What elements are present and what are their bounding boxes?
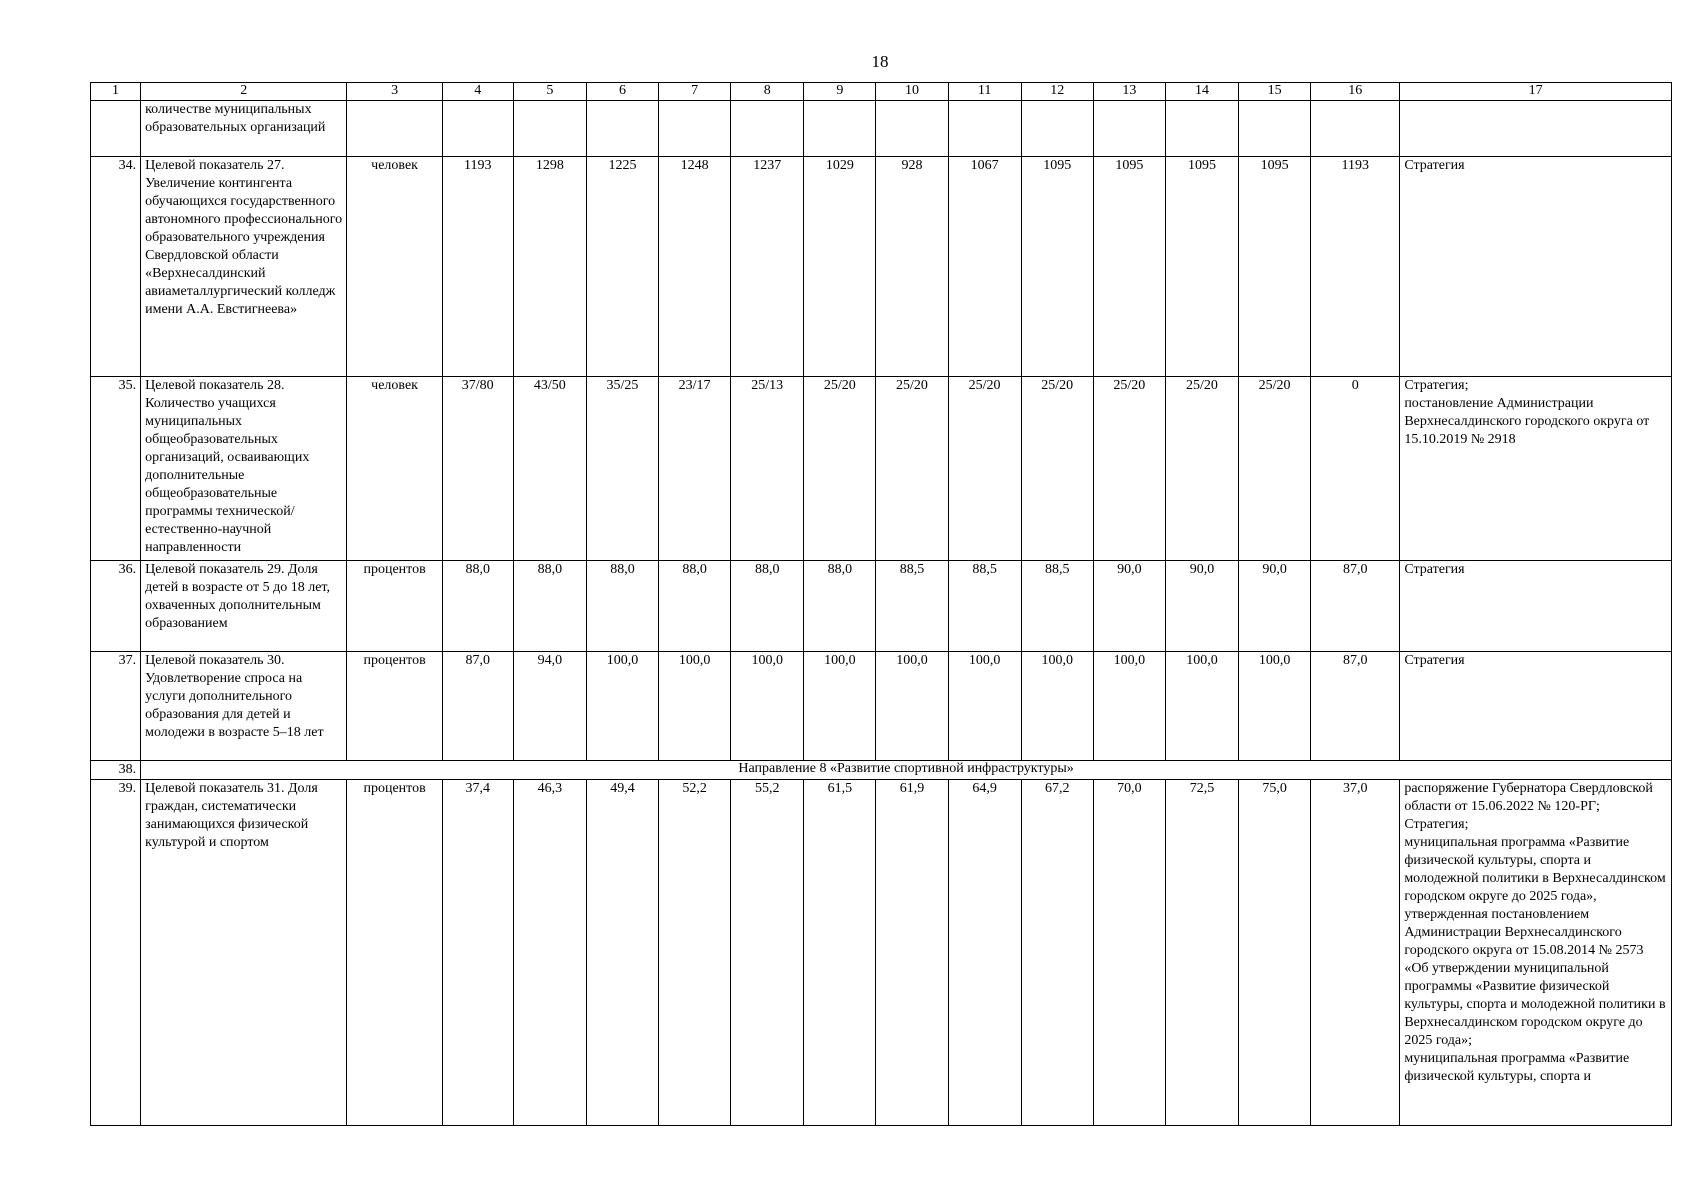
source-cell: Стратегия <box>1400 561 1672 652</box>
source-cell: Стратегия; постановление Администрации Верхнесалдинского городского округа от 15.10.2019 № 2918 <box>1400 377 1672 561</box>
value-cell: 100,0 <box>948 652 1021 761</box>
unit: человек <box>347 157 442 377</box>
table-row <box>91 377 1672 561</box>
value-cell: 37,0 <box>1311 780 1400 1126</box>
header-row <box>91 83 1672 101</box>
value-cell: 52,2 <box>659 780 731 1126</box>
column-number-6: 6 <box>586 83 658 101</box>
column-number-1: 1 <box>91 83 141 101</box>
value-cell: 1095 <box>1093 157 1165 377</box>
value-cell: 1067 <box>948 157 1021 377</box>
unit: процентов <box>347 561 442 652</box>
direction-row <box>91 761 1672 780</box>
column-number-13: 13 <box>1093 83 1165 101</box>
empty-cell <box>1021 101 1093 157</box>
column-number-14: 14 <box>1165 83 1238 101</box>
indicator-name: Целевой показатель 30. Удовлетворение спроса на услуги дополнительного образования для детей и молодежи в возрасте 5–18 лет <box>141 652 347 761</box>
source-cell: распоряжение Губернатора Свердловской области от 15.06.2022 № 120-РГ; Стратегия; муниципальная программа «Развитие физической культуры, спорта и молодежной политики в Верхнесалдинском городском округе до 2025 года», утвержденная постановлением Администрации Верхнесалдинского городского округа от 15.08.2014 № 2573 «Об утверждении муниципальной программы «Развитие физической культуры, спорта и молодежной политики в Верхнесалдинском городском округе до 2025 года»; муниципальная программа «Развитие физической культуры, спорта и <box>1400 780 1672 1126</box>
value-cell: 25/20 <box>1165 377 1238 561</box>
indicator-name: Целевой показатель 27. Увеличение контингента обучающихся государственного автономного профессионального образовательного учреждения Свердловской области «Верхнесалдинский авиаметаллургический колледж имени А.А. Евстигнеева» <box>141 157 347 377</box>
value-cell: 100,0 <box>804 652 876 761</box>
value-cell: 100,0 <box>586 652 658 761</box>
source-cell: Стратегия <box>1400 157 1672 377</box>
row-number: 35. <box>91 377 141 561</box>
empty-cell <box>347 101 442 157</box>
value-cell: 1029 <box>804 157 876 377</box>
unit: человек <box>347 377 442 561</box>
value-cell: 43/50 <box>513 377 586 561</box>
value-cell: 67,2 <box>1021 780 1093 1126</box>
value-cell: 1095 <box>1239 157 1311 377</box>
column-number-5: 5 <box>513 83 586 101</box>
row-number: 39. <box>91 780 141 1126</box>
value-cell: 88,5 <box>1021 561 1093 652</box>
value-cell: 88,5 <box>948 561 1021 652</box>
column-number-12: 12 <box>1021 83 1093 101</box>
row-number: 34. <box>91 157 141 377</box>
column-number-16: 16 <box>1311 83 1400 101</box>
value-cell: 87,0 <box>442 652 513 761</box>
value-cell: 100,0 <box>876 652 948 761</box>
value-cell: 100,0 <box>659 652 731 761</box>
row-number: 38. <box>91 761 141 780</box>
value-cell: 25/20 <box>948 377 1021 561</box>
value-cell: 88,0 <box>513 561 586 652</box>
page-number: 18 <box>871 52 889 71</box>
column-number-7: 7 <box>659 83 731 101</box>
value-cell: 1095 <box>1021 157 1093 377</box>
value-cell: 100,0 <box>1239 652 1311 761</box>
indicator-name: Целевой показатель 28. Количество учащихся муниципальных общеобразовательных организаций, осваивающих дополнительные общеобразовательные программы технической/ естественно-научной направленности <box>141 377 347 561</box>
value-cell: 87,0 <box>1311 561 1400 652</box>
indicator-name: Целевой показатель 29. Доля детей в возрасте от 5 до 18 лет, охваченных дополнительным образованием <box>141 561 347 652</box>
value-cell: 49,4 <box>586 780 658 1126</box>
value-cell: 1095 <box>1165 157 1238 377</box>
row-number-cell <box>91 101 141 157</box>
empty-cell <box>804 101 876 157</box>
value-cell: 55,2 <box>731 780 804 1126</box>
value-cell: 61,9 <box>876 780 948 1126</box>
value-cell: 0 <box>1311 377 1400 561</box>
unit: процентов <box>347 780 442 1126</box>
empty-cell <box>586 101 658 157</box>
row-number: 36. <box>91 561 141 652</box>
column-number-8: 8 <box>731 83 804 101</box>
empty-cell <box>1400 101 1672 157</box>
value-cell: 25/20 <box>1093 377 1165 561</box>
value-cell: 75,0 <box>1239 780 1311 1126</box>
value-cell: 90,0 <box>1239 561 1311 652</box>
value-cell: 25/20 <box>876 377 948 561</box>
value-cell: 61,5 <box>804 780 876 1126</box>
empty-cell <box>513 101 586 157</box>
value-cell: 70,0 <box>1093 780 1165 1126</box>
value-cell: 928 <box>876 157 948 377</box>
value-cell: 35/25 <box>586 377 658 561</box>
empty-cell <box>442 101 513 157</box>
table-body <box>91 83 1672 1126</box>
value-cell: 72,5 <box>1165 780 1238 1126</box>
column-number-9: 9 <box>804 83 876 101</box>
empty-cell <box>731 101 804 157</box>
value-cell: 1298 <box>513 157 586 377</box>
value-cell: 100,0 <box>1021 652 1093 761</box>
table-row <box>91 780 1672 1126</box>
value-cell: 88,0 <box>586 561 658 652</box>
empty-cell <box>876 101 948 157</box>
column-number-17: 17 <box>1400 83 1672 101</box>
empty-cell <box>948 101 1021 157</box>
value-cell: 1237 <box>731 157 804 377</box>
value-cell: 100,0 <box>1093 652 1165 761</box>
column-number-3: 3 <box>347 83 442 101</box>
table-row <box>91 157 1672 377</box>
value-cell: 64,9 <box>948 780 1021 1126</box>
direction-title: Направление 8 «Развитие спортивной инфраструктуры» <box>141 761 1672 780</box>
empty-cell <box>1311 101 1400 157</box>
table-row <box>91 652 1672 761</box>
value-cell: 46,3 <box>513 780 586 1126</box>
value-cell: 88,0 <box>731 561 804 652</box>
empty-cell <box>1165 101 1238 157</box>
value-cell: 90,0 <box>1165 561 1238 652</box>
value-cell: 25/20 <box>804 377 876 561</box>
value-cell: 23/17 <box>659 377 731 561</box>
column-number-11: 11 <box>948 83 1021 101</box>
column-number-10: 10 <box>876 83 948 101</box>
value-cell: 25/13 <box>731 377 804 561</box>
empty-cell <box>1093 101 1165 157</box>
value-cell: 37,4 <box>442 780 513 1126</box>
value-cell: 90,0 <box>1093 561 1165 652</box>
value-cell: 88,0 <box>442 561 513 652</box>
value-cell: 25/20 <box>1239 377 1311 561</box>
unit: процентов <box>347 652 442 761</box>
value-cell: 100,0 <box>1165 652 1238 761</box>
value-cell: 1193 <box>442 157 513 377</box>
table-row <box>91 561 1672 652</box>
value-cell: 87,0 <box>1311 652 1400 761</box>
indicator-name: Целевой показатель 31. Доля граждан, систематически занимающихся физической культурой и спортом <box>141 780 347 1126</box>
column-number-2: 2 <box>141 83 347 101</box>
value-cell: 88,0 <box>659 561 731 652</box>
value-cell: 25/20 <box>1021 377 1093 561</box>
row-number: 37. <box>91 652 141 761</box>
empty-cell <box>1239 101 1311 157</box>
value-cell: 94,0 <box>513 652 586 761</box>
indicators-table <box>90 82 1672 1126</box>
empty-cell <box>659 101 731 157</box>
indicator-name-cell: количестве муниципальных образовательных организаций <box>141 101 347 157</box>
value-cell: 88,0 <box>804 561 876 652</box>
value-cell: 100,0 <box>731 652 804 761</box>
continuation-row <box>91 101 1672 157</box>
value-cell: 1248 <box>659 157 731 377</box>
value-cell: 37/80 <box>442 377 513 561</box>
column-number-15: 15 <box>1239 83 1311 101</box>
source-cell: Стратегия <box>1400 652 1672 761</box>
column-number-4: 4 <box>442 83 513 101</box>
value-cell: 1193 <box>1311 157 1400 377</box>
value-cell: 1225 <box>586 157 658 377</box>
value-cell: 88,5 <box>876 561 948 652</box>
